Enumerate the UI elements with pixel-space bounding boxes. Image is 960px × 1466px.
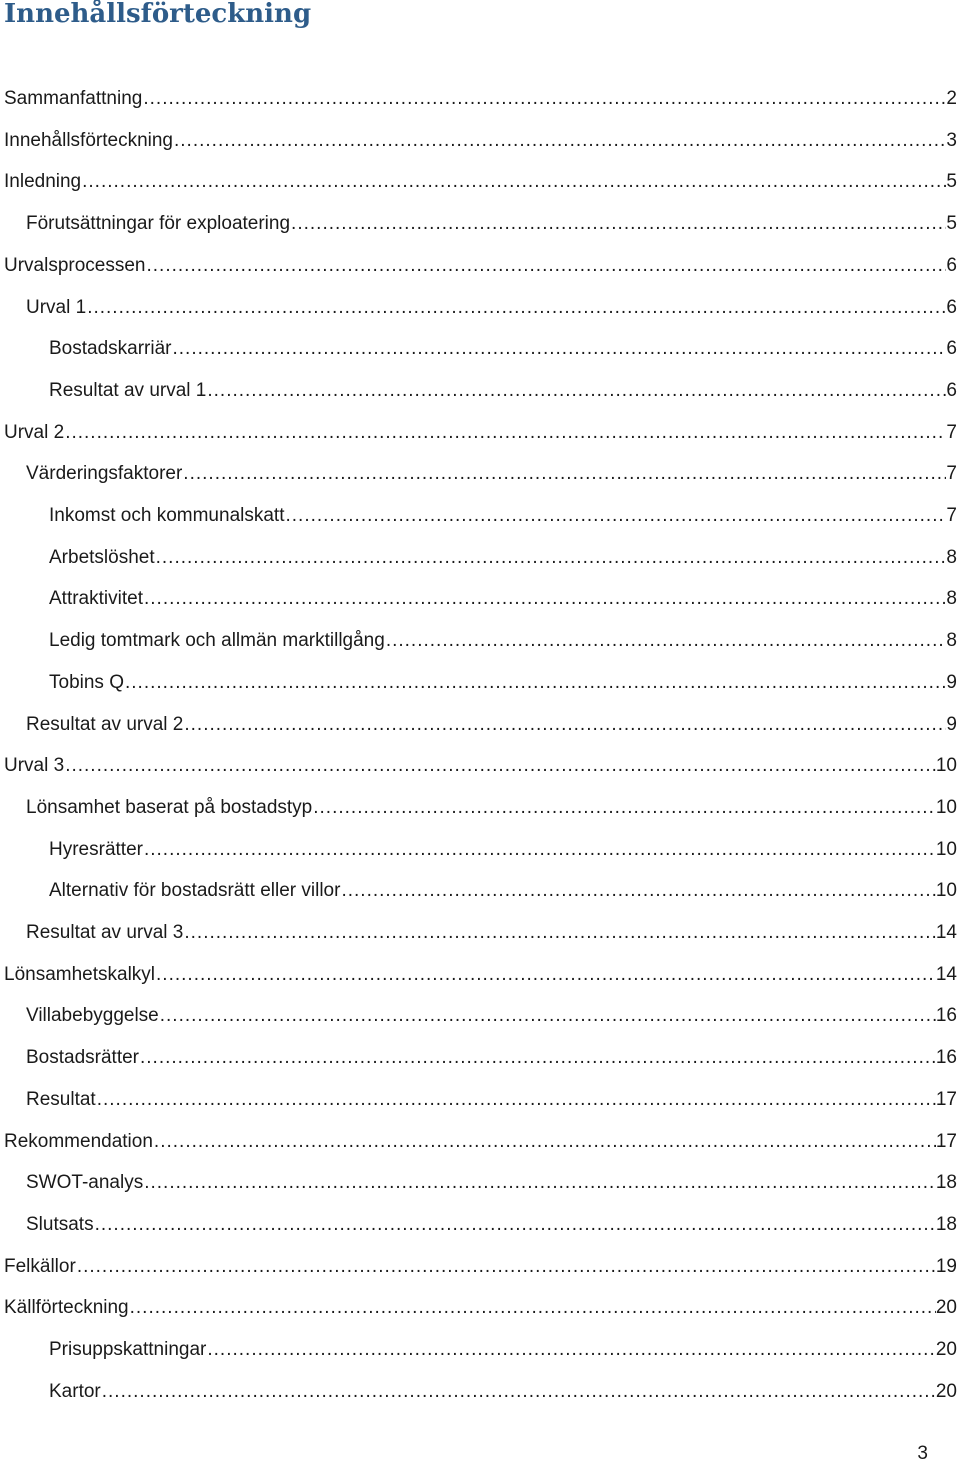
toc-entry-title: Felkällor xyxy=(4,1247,76,1287)
toc-entry-title: Resultat av urval 1 xyxy=(49,371,206,411)
toc-entry[interactable] xyxy=(4,121,957,161)
toc-dot-leader xyxy=(173,121,946,161)
toc-dot-leader xyxy=(172,329,947,369)
toc-entry-page: 6 xyxy=(946,329,957,369)
toc-entry-title: Lönsamhetskalkyl xyxy=(4,955,155,995)
toc-entry[interactable] xyxy=(4,162,957,202)
toc-entry-title: Tobins Q xyxy=(49,663,124,703)
toc-dot-leader xyxy=(124,663,946,703)
toc-entry-page: 5 xyxy=(946,204,957,244)
toc-entry-title: Innehållsförteckning xyxy=(4,121,173,161)
toc-entry[interactable] xyxy=(4,79,957,119)
toc-entry[interactable] xyxy=(26,1038,957,1078)
toc-dot-leader xyxy=(146,246,947,286)
toc-entry-title: Källförteckning xyxy=(4,1288,129,1328)
toc-dot-leader xyxy=(101,1372,936,1412)
toc-entry[interactable] xyxy=(26,705,957,745)
toc-entry-page: 18 xyxy=(936,1205,957,1245)
toc-dot-leader xyxy=(183,913,936,953)
toc-dot-leader xyxy=(139,1038,936,1078)
toc-entry[interactable] xyxy=(26,996,957,1036)
toc-entry[interactable] xyxy=(4,955,957,995)
toc-entry[interactable] xyxy=(49,830,957,870)
toc-dot-leader xyxy=(142,79,946,119)
toc-entry-title: SWOT-analys xyxy=(26,1163,143,1203)
toc-dot-leader xyxy=(86,288,946,328)
toc-dot-leader xyxy=(340,871,935,911)
toc-entry[interactable] xyxy=(49,579,957,619)
toc-entry-page: 10 xyxy=(936,871,957,911)
toc-entry[interactable] xyxy=(26,788,957,828)
toc-entry-page: 6 xyxy=(946,246,957,286)
toc-entry-title: Alternativ för bostadsrätt eller villor xyxy=(49,871,340,911)
toc-entry-title: Ledig tomtmark och allmän marktillgång xyxy=(49,621,385,661)
toc-entry-page: 10 xyxy=(936,788,957,828)
toc-dot-leader xyxy=(143,1163,936,1203)
toc-dot-leader xyxy=(290,204,946,244)
toc-entry-page: 8 xyxy=(946,538,957,578)
toc-entry-page: 14 xyxy=(936,955,957,995)
toc-entry-title: Bostadskarriär xyxy=(49,329,172,369)
toc-dot-leader xyxy=(385,621,947,661)
toc-entry[interactable] xyxy=(49,871,957,911)
toc-dot-leader xyxy=(76,1247,936,1287)
toc-entry-page: 9 xyxy=(946,663,957,703)
toc-entry[interactable] xyxy=(4,746,957,786)
toc-entry[interactable] xyxy=(49,371,957,411)
toc-entry-title: Attraktivitet xyxy=(49,579,143,619)
toc-entry[interactable] xyxy=(26,204,957,244)
toc-entry[interactable] xyxy=(26,454,957,494)
toc-entry-page: 6 xyxy=(946,371,957,411)
toc-entry-title: Kartor xyxy=(49,1372,101,1412)
toc-entry[interactable] xyxy=(49,1330,957,1370)
toc-entry[interactable] xyxy=(49,329,957,369)
toc-entry-title: Inledning xyxy=(4,162,81,202)
toc-dot-leader xyxy=(129,1288,936,1328)
toc-entry-title: Resultat av urval 2 xyxy=(26,705,183,745)
toc-entry-title: Förutsättningar för exploatering xyxy=(26,204,290,244)
page-number: 3 xyxy=(917,1443,928,1464)
toc-entry-title: Urval 2 xyxy=(4,413,64,453)
toc-entry-title: Arbetslöshet xyxy=(49,538,155,578)
toc-dot-leader xyxy=(64,746,936,786)
toc-entry-title: Urvalsprocessen xyxy=(4,246,146,286)
toc-entry[interactable] xyxy=(49,538,957,578)
toc-entry[interactable] xyxy=(4,246,957,286)
toc-dot-leader xyxy=(206,1330,935,1370)
toc-dot-leader xyxy=(155,955,936,995)
toc-entry-title: Urval 1 xyxy=(26,288,86,328)
toc-dot-leader xyxy=(183,705,946,745)
toc-dot-leader xyxy=(153,1122,936,1162)
toc-entry[interactable] xyxy=(49,663,957,703)
toc-dot-leader xyxy=(64,413,946,453)
toc-entry-page: 7 xyxy=(946,413,957,453)
toc-entry[interactable] xyxy=(4,1247,957,1287)
toc-entry[interactable] xyxy=(26,1080,957,1120)
toc-entry-page: 8 xyxy=(946,621,957,661)
toc-entry[interactable] xyxy=(4,1122,957,1162)
toc-entry-page: 7 xyxy=(946,454,957,494)
toc-entry-page: 10 xyxy=(936,746,957,786)
toc-entry-page: 18 xyxy=(936,1163,957,1203)
toc-entry-title: Resultat xyxy=(26,1080,96,1120)
toc-entry[interactable] xyxy=(26,913,957,953)
toc-entry-page: 14 xyxy=(936,913,957,953)
toc-entry-title: Inkomst och kommunalskatt xyxy=(49,496,284,536)
toc-entry-title: Lönsamhet baserat på bostadstyp xyxy=(26,788,312,828)
toc-entry-title: Hyresrätter xyxy=(49,830,143,870)
toc-entry-page: 7 xyxy=(946,496,957,536)
toc-entry-title: Sammanfattning xyxy=(4,79,142,119)
toc-dot-leader xyxy=(159,996,936,1036)
toc-entry[interactable] xyxy=(49,496,957,536)
toc-entry-title: Värderingsfaktorer xyxy=(26,454,182,494)
toc-entry-page: 2 xyxy=(946,79,957,119)
toc-dot-leader xyxy=(143,830,936,870)
toc-entry-page: 20 xyxy=(936,1288,957,1328)
toc-entry-page: 8 xyxy=(946,579,957,619)
toc-entry[interactable] xyxy=(49,1372,957,1412)
toc-dot-leader xyxy=(312,788,936,828)
toc-entry-page: 3 xyxy=(946,121,957,161)
toc-dot-leader xyxy=(94,1205,936,1245)
toc-entry[interactable] xyxy=(26,1205,957,1245)
toc-dot-leader xyxy=(206,371,946,411)
toc-dot-leader xyxy=(81,162,946,202)
toc-entry[interactable] xyxy=(26,1163,957,1203)
toc-entry[interactable] xyxy=(26,288,957,328)
toc-entry-title: Prisuppskattningar xyxy=(49,1330,206,1370)
toc-entry-page: 5 xyxy=(946,162,957,202)
toc-dot-leader xyxy=(155,538,947,578)
toc-entry-page: 20 xyxy=(936,1330,957,1370)
toc-entry-page: 16 xyxy=(936,1038,957,1078)
toc-entry[interactable] xyxy=(4,1288,957,1328)
page-title: Innehållsförteckning xyxy=(4,0,312,29)
toc-entry-page: 16 xyxy=(936,996,957,1036)
toc-entry-page: 19 xyxy=(936,1247,957,1287)
toc-entry-page: 20 xyxy=(936,1372,957,1412)
toc-entry-title: Rekommendation xyxy=(4,1122,153,1162)
toc-dot-leader xyxy=(284,496,946,536)
toc-dot-leader xyxy=(143,579,946,619)
toc-entry-title: Urval 3 xyxy=(4,746,64,786)
toc-dot-leader xyxy=(182,454,946,494)
toc-entry-title: Bostadsrätter xyxy=(26,1038,139,1078)
toc-entry-title: Slutsats xyxy=(26,1205,94,1245)
toc-entry-page: 17 xyxy=(936,1122,957,1162)
toc-entry-page: 10 xyxy=(936,830,957,870)
toc-entry-title: Villabebyggelse xyxy=(26,996,159,1036)
toc-entry[interactable] xyxy=(4,413,957,453)
toc-entry[interactable] xyxy=(49,621,957,661)
toc-entry-title: Resultat av urval 3 xyxy=(26,913,183,953)
toc-entry-page: 9 xyxy=(946,705,957,745)
toc-entry-page: 6 xyxy=(946,288,957,328)
toc-dot-leader xyxy=(96,1080,936,1120)
toc-entry-page: 17 xyxy=(936,1080,957,1120)
